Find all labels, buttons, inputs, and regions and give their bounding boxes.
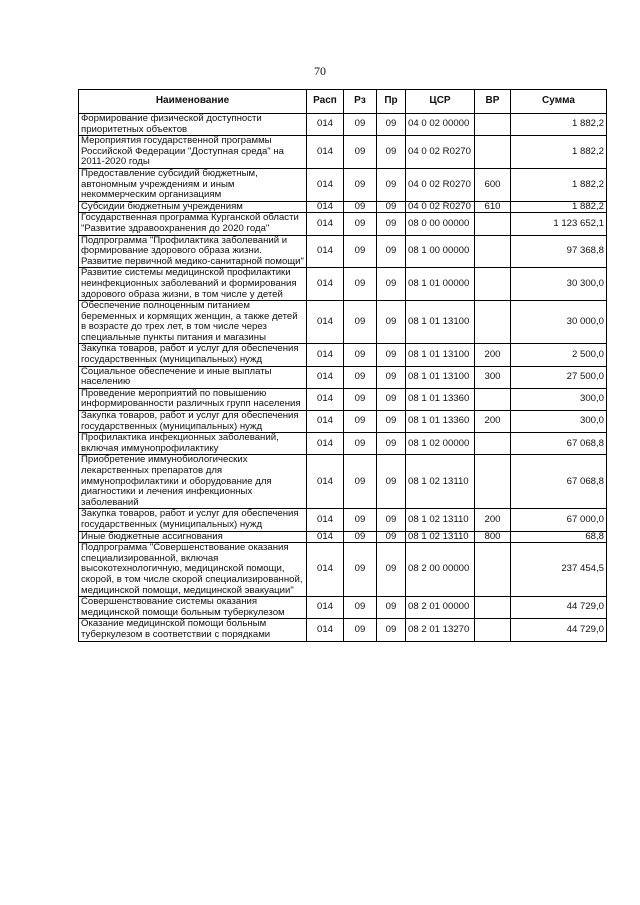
cell-vr — [475, 301, 511, 344]
header-rz: Рз — [344, 90, 377, 114]
cell-vr — [475, 543, 511, 597]
cell-sum: 27 500,0 — [511, 366, 607, 388]
cell-vr — [475, 213, 511, 235]
header-csr: ЦСР — [406, 90, 475, 114]
table-row — [79, 136, 607, 169]
cell-sum: 300,0 — [511, 388, 607, 410]
table-row — [79, 301, 607, 344]
cell-name: Подпрограмма "Профилактика заболеваний и формирование здорового образа жизни. Развитие первичной медико-санитарной помощи" — [79, 235, 307, 268]
cell-sum: 68,8 — [511, 531, 607, 543]
cell-rasp: 014 — [307, 344, 344, 366]
cell-rz: 09 — [344, 388, 377, 410]
table-row — [79, 235, 607, 268]
table-body — [79, 114, 607, 642]
cell-vr — [475, 433, 511, 455]
table-row — [79, 213, 607, 235]
header-pr: Пр — [377, 90, 406, 114]
cell-csr: 08 1 01 00000 — [406, 268, 475, 301]
table-row — [79, 168, 607, 201]
cell-csr: 04 0 02 R0270 — [406, 201, 475, 213]
cell-sum: 1 882,2 — [511, 201, 607, 213]
cell-rz: 09 — [344, 433, 377, 455]
cell-rz: 09 — [344, 168, 377, 201]
cell-csr: 08 1 01 13100 — [406, 366, 475, 388]
cell-name: Обеспечение полноценным питанием беременных и кормящих женщин, а также детей в возрасте до трех лет, в том числе через специальные пункты питания и магазины — [79, 301, 307, 344]
cell-vr — [475, 455, 511, 509]
cell-pr: 09 — [377, 509, 406, 531]
cell-csr: 08 1 02 00000 — [406, 433, 475, 455]
header-sum: Сумма — [511, 90, 607, 114]
cell-sum: 67 068,8 — [511, 433, 607, 455]
cell-rasp: 014 — [307, 597, 344, 619]
cell-pr: 09 — [377, 455, 406, 509]
cell-rasp: 014 — [307, 411, 344, 433]
cell-pr: 09 — [377, 268, 406, 301]
cell-rasp: 014 — [307, 543, 344, 597]
table-row — [79, 366, 607, 388]
cell-name: Субсидии бюджетным учреждениям — [79, 201, 307, 213]
cell-sum: 30 300,0 — [511, 268, 607, 301]
cell-rz: 09 — [344, 301, 377, 344]
header-vr: ВР — [475, 90, 511, 114]
table-row — [79, 433, 607, 455]
cell-pr: 09 — [377, 301, 406, 344]
cell-csr: 08 1 00 00000 — [406, 235, 475, 268]
table-row — [79, 268, 607, 301]
cell-name: Совершенствование системы оказания медицинской помощи больным туберкулезом — [79, 597, 307, 619]
cell-sum: 300,0 — [511, 411, 607, 433]
cell-name: Подпрограмма "Совершенствование оказания специализированной, включая высокотехнологичную, медицинской помощи, скорой, в том числе скорой специализированной, медицинской помощи, медицинской эвакуации" — [79, 543, 307, 597]
cell-rasp: 014 — [307, 388, 344, 410]
cell-rz: 09 — [344, 509, 377, 531]
cell-sum: 237 454,5 — [511, 543, 607, 597]
cell-name: Социальное обеспечение и иные выплаты населению — [79, 366, 307, 388]
cell-rasp: 014 — [307, 235, 344, 268]
cell-vr — [475, 597, 511, 619]
cell-vr — [475, 235, 511, 268]
table-row — [79, 388, 607, 410]
table-row — [79, 344, 607, 366]
cell-csr: 04 0 02 R0270 — [406, 168, 475, 201]
table-row — [79, 543, 607, 597]
cell-pr: 09 — [377, 114, 406, 136]
cell-rz: 09 — [344, 235, 377, 268]
cell-rasp: 014 — [307, 619, 344, 641]
cell-pr: 09 — [377, 411, 406, 433]
cell-vr — [475, 114, 511, 136]
cell-pr: 09 — [377, 136, 406, 169]
cell-rz: 09 — [344, 201, 377, 213]
cell-name: Проведение мероприятий по повышению информированности различных групп населения — [79, 388, 307, 410]
header-name: Наименование — [79, 90, 307, 114]
cell-name: Государственная программа Курганской области "Развитие здравоохранения до 2020 года" — [79, 213, 307, 235]
cell-csr: 04 0 02 00000 — [406, 114, 475, 136]
cell-rz: 09 — [344, 543, 377, 597]
cell-rasp: 014 — [307, 114, 344, 136]
cell-sum: 44 729,0 — [511, 597, 607, 619]
cell-rasp: 014 — [307, 213, 344, 235]
cell-name: Формирование физической доступности приоритетных объектов — [79, 114, 307, 136]
table-row — [79, 509, 607, 531]
cell-rasp: 014 — [307, 433, 344, 455]
cell-name: Развитие системы медицинской профилактики неинфекционных заболеваний и формирования здорового образа жизни, в том числе у детей — [79, 268, 307, 301]
page-number: 70 — [314, 64, 326, 78]
cell-rz: 09 — [344, 619, 377, 641]
cell-pr: 09 — [377, 543, 406, 597]
cell-sum: 2 500,0 — [511, 344, 607, 366]
cell-rasp: 014 — [307, 455, 344, 509]
cell-pr: 09 — [377, 597, 406, 619]
cell-rz: 09 — [344, 114, 377, 136]
cell-rasp: 014 — [307, 509, 344, 531]
cell-csr: 08 2 01 00000 — [406, 597, 475, 619]
table-row — [79, 411, 607, 433]
cell-vr: 200 — [475, 509, 511, 531]
cell-rasp: 014 — [307, 136, 344, 169]
cell-rz: 09 — [344, 411, 377, 433]
cell-csr: 08 1 02 13110 — [406, 531, 475, 543]
cell-pr: 09 — [377, 168, 406, 201]
cell-name: Приобретение иммунобиологических лекарственных препаратов для иммунопрофилактики и оборудование для диагностики и лечения инфекционных заболеваний — [79, 455, 307, 509]
cell-csr: 08 2 01 13270 — [406, 619, 475, 641]
cell-name: Закупка товаров, работ и услуг для обеспечения государственных (муниципальных) нужд — [79, 509, 307, 531]
cell-name: Закупка товаров, работ и услуг для обеспечения государственных (муниципальных) нужд — [79, 411, 307, 433]
cell-vr: 200 — [475, 411, 511, 433]
cell-sum: 67 068,8 — [511, 455, 607, 509]
cell-rasp: 014 — [307, 301, 344, 344]
cell-pr: 09 — [377, 531, 406, 543]
header-rasp: Расп — [307, 90, 344, 114]
cell-rasp: 014 — [307, 366, 344, 388]
cell-vr — [475, 388, 511, 410]
cell-rz: 09 — [344, 213, 377, 235]
cell-rz: 09 — [344, 597, 377, 619]
cell-name: Мероприятия государственной программы Российской Федерации "Доступная среда" на 2011-2020 годы — [79, 136, 307, 169]
cell-sum: 44 729,0 — [511, 619, 607, 641]
cell-sum: 1 882,2 — [511, 168, 607, 201]
cell-rasp: 014 — [307, 268, 344, 301]
cell-csr: 08 1 01 13100 — [406, 344, 475, 366]
cell-vr: 300 — [475, 366, 511, 388]
cell-pr: 09 — [377, 366, 406, 388]
cell-name: Оказание медицинской помощи больным туберкулезом в соответствии с порядками — [79, 619, 307, 641]
cell-csr: 08 1 01 13360 — [406, 388, 475, 410]
cell-rz: 09 — [344, 136, 377, 169]
cell-csr: 08 0 00 00000 — [406, 213, 475, 235]
cell-rasp: 014 — [307, 201, 344, 213]
cell-sum: 67 000,0 — [511, 509, 607, 531]
cell-rasp: 014 — [307, 531, 344, 543]
cell-name: Иные бюджетные ассигнования — [79, 531, 307, 543]
cell-vr: 600 — [475, 168, 511, 201]
cell-rasp: 014 — [307, 168, 344, 201]
cell-name: Закупка товаров, работ и услуг для обеспечения государственных (муниципальных) нужд — [79, 344, 307, 366]
cell-rz: 09 — [344, 366, 377, 388]
cell-sum: 30 000,0 — [511, 301, 607, 344]
cell-sum: 1 882,2 — [511, 136, 607, 169]
table-row — [79, 531, 607, 543]
cell-pr: 09 — [377, 213, 406, 235]
budget-table — [78, 89, 607, 642]
cell-csr: 08 1 02 13110 — [406, 509, 475, 531]
cell-rz: 09 — [344, 344, 377, 366]
table-row — [79, 114, 607, 136]
cell-vr: 610 — [475, 201, 511, 213]
cell-sum: 1 882,2 — [511, 114, 607, 136]
cell-rz: 09 — [344, 268, 377, 301]
cell-pr: 09 — [377, 344, 406, 366]
cell-sum: 1 123 652,1 — [511, 213, 607, 235]
cell-rz: 09 — [344, 531, 377, 543]
table-row — [79, 619, 607, 641]
cell-pr: 09 — [377, 433, 406, 455]
cell-vr — [475, 136, 511, 169]
table-row — [79, 201, 607, 213]
cell-name: Профилактика инфекционных заболеваний, включая иммунопрофилактику — [79, 433, 307, 455]
table-header-row — [79, 90, 607, 114]
cell-pr: 09 — [377, 388, 406, 410]
cell-pr: 09 — [377, 619, 406, 641]
cell-csr: 08 1 02 13110 — [406, 455, 475, 509]
cell-csr: 04 0 02 R0270 — [406, 136, 475, 169]
table-row — [79, 455, 607, 509]
cell-pr: 09 — [377, 235, 406, 268]
cell-csr: 08 2 00 00000 — [406, 543, 475, 597]
cell-vr: 200 — [475, 344, 511, 366]
cell-csr: 08 1 01 13100 — [406, 301, 475, 344]
table-row — [79, 597, 607, 619]
cell-pr: 09 — [377, 201, 406, 213]
cell-vr — [475, 619, 511, 641]
cell-sum: 97 368,8 — [511, 235, 607, 268]
cell-vr — [475, 268, 511, 301]
cell-vr: 800 — [475, 531, 511, 543]
cell-csr: 08 1 01 13360 — [406, 411, 475, 433]
cell-name: Предоставление субсидий бюджетным, автономным учреждениям и иным некоммерческим организациям — [79, 168, 307, 201]
cell-rz: 09 — [344, 455, 377, 509]
